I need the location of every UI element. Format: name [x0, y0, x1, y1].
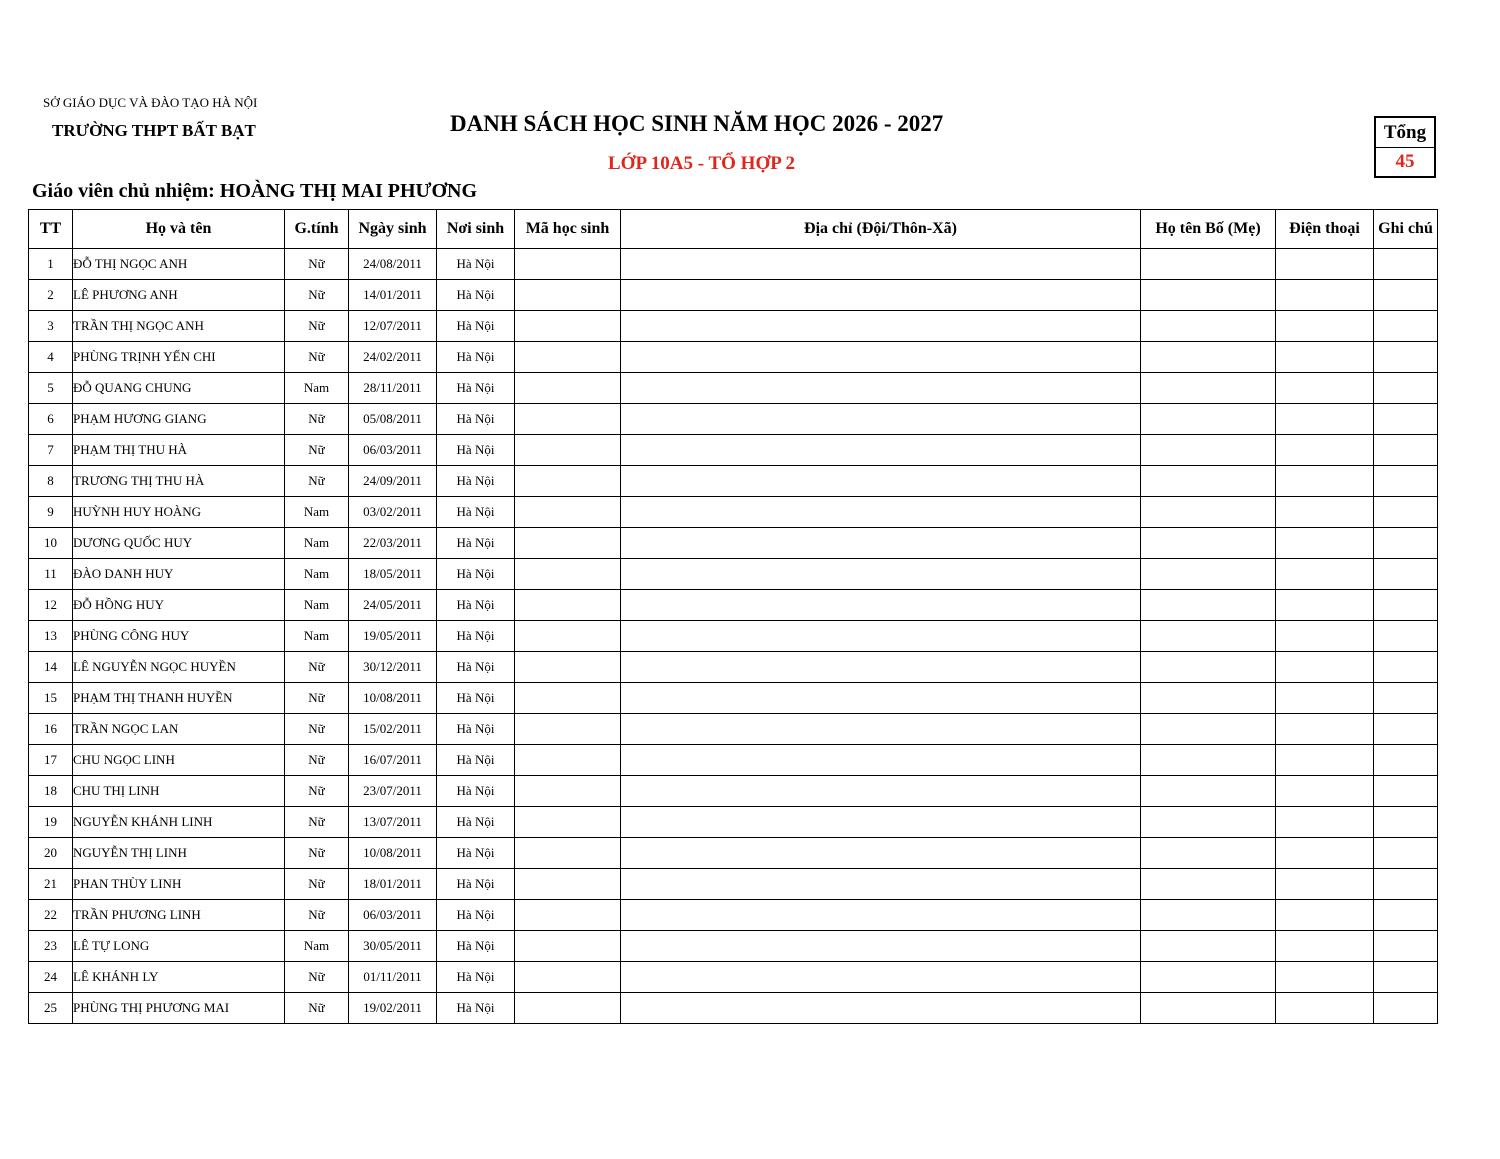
parent-name-cell: [1141, 621, 1276, 652]
note-cell: [1374, 869, 1438, 900]
student-gender: Nam: [285, 590, 349, 621]
table-row: [29, 280, 1438, 311]
student-name: TRẦN NGỌC LAN: [73, 714, 285, 745]
address-cell: [621, 249, 1141, 280]
student-gender: Nam: [285, 373, 349, 404]
student-id-cell: [515, 962, 621, 993]
student-id-cell: [515, 621, 621, 652]
row-number: 2: [29, 280, 73, 311]
note-cell: [1374, 652, 1438, 683]
table-row: [29, 311, 1438, 342]
table-row: [29, 869, 1438, 900]
student-dob: 28/11/2011: [349, 373, 437, 404]
column-header-student-id: Mã học sinh: [515, 210, 621, 249]
table-row: [29, 776, 1438, 807]
parent-name-cell: [1141, 249, 1276, 280]
student-birthplace: Hà Nội: [437, 404, 515, 435]
note-cell: [1374, 993, 1438, 1024]
table-row: [29, 993, 1438, 1024]
column-header-name: Họ và tên: [73, 210, 285, 249]
student-gender: Nữ: [285, 311, 349, 342]
row-number: 19: [29, 807, 73, 838]
student-birthplace: Hà Nội: [437, 621, 515, 652]
student-dob: 23/07/2011: [349, 776, 437, 807]
student-id-cell: [515, 590, 621, 621]
column-header-tt: TT: [29, 210, 73, 249]
note-cell: [1374, 962, 1438, 993]
note-cell: [1374, 776, 1438, 807]
student-gender: Nữ: [285, 838, 349, 869]
row-number: 1: [29, 249, 73, 280]
student-dob: 01/11/2011: [349, 962, 437, 993]
parent-name-cell: [1141, 280, 1276, 311]
row-number: 3: [29, 311, 73, 342]
table-row: [29, 466, 1438, 497]
address-cell: [621, 528, 1141, 559]
parent-name-cell: [1141, 900, 1276, 931]
student-dob: 13/07/2011: [349, 807, 437, 838]
student-birthplace: Hà Nội: [437, 993, 515, 1024]
student-name: PHAN THÙY LINH: [73, 869, 285, 900]
student-gender: Nữ: [285, 683, 349, 714]
note-cell: [1374, 931, 1438, 962]
parent-name-cell: [1141, 962, 1276, 993]
parent-name-cell: [1141, 869, 1276, 900]
student-birthplace: Hà Nội: [437, 714, 515, 745]
phone-cell: [1276, 869, 1374, 900]
address-cell: [621, 311, 1141, 342]
teacher-name: HOÀNG THỊ MAI PHƯƠNG: [219, 180, 478, 202]
student-id-cell: [515, 404, 621, 435]
column-header-phone: Điện thoại: [1276, 210, 1374, 249]
student-name: CHU NGỌC LINH: [73, 745, 285, 776]
row-number: 5: [29, 373, 73, 404]
teacher-label: Giáo viên chủ nhiệm:: [32, 180, 215, 202]
phone-cell: [1276, 931, 1374, 962]
student-birthplace: Hà Nội: [437, 962, 515, 993]
student-dob: 18/01/2011: [349, 869, 437, 900]
column-header-note: Ghi chú: [1374, 210, 1438, 249]
student-id-cell: [515, 652, 621, 683]
note-cell: [1374, 497, 1438, 528]
table-row: [29, 807, 1438, 838]
row-number: 14: [29, 652, 73, 683]
student-dob: 18/05/2011: [349, 559, 437, 590]
phone-cell: [1276, 838, 1374, 869]
phone-cell: [1276, 807, 1374, 838]
student-gender: Nữ: [285, 404, 349, 435]
student-name: ĐỖ QUANG CHUNG: [73, 373, 285, 404]
student-name: PHẠM THỊ THU HÀ: [73, 435, 285, 466]
student-id-cell: [515, 807, 621, 838]
student-id-cell: [515, 466, 621, 497]
table-row: [29, 528, 1438, 559]
phone-cell: [1276, 776, 1374, 807]
parent-name-cell: [1141, 311, 1276, 342]
student-name: CHU THỊ LINH: [73, 776, 285, 807]
phone-cell: [1276, 373, 1374, 404]
table-row: [29, 342, 1438, 373]
note-cell: [1374, 466, 1438, 497]
column-header-gender: G.tính: [285, 210, 349, 249]
table-row: [29, 745, 1438, 776]
student-dob: 24/02/2011: [349, 342, 437, 373]
note-cell: [1374, 559, 1438, 590]
parent-name-cell: [1141, 838, 1276, 869]
student-birthplace: Hà Nội: [437, 590, 515, 621]
student-dob: 30/12/2011: [349, 652, 437, 683]
note-cell: [1374, 807, 1438, 838]
student-gender: Nữ: [285, 962, 349, 993]
student-birthplace: Hà Nội: [437, 683, 515, 714]
student-birthplace: Hà Nội: [437, 931, 515, 962]
table-row: [29, 249, 1438, 280]
student-birthplace: Hà Nội: [437, 652, 515, 683]
row-number: 22: [29, 900, 73, 931]
student-gender: Nam: [285, 528, 349, 559]
student-dob: 06/03/2011: [349, 435, 437, 466]
phone-cell: [1276, 900, 1374, 931]
student-name: PHÙNG THỊ PHƯƠNG MAI: [73, 993, 285, 1024]
student-name: NGUYỄN KHÁNH LINH: [73, 807, 285, 838]
student-birthplace: Hà Nội: [437, 528, 515, 559]
student-birthplace: Hà Nội: [437, 745, 515, 776]
student-id-cell: [515, 900, 621, 931]
row-number: 21: [29, 869, 73, 900]
table-row: [29, 652, 1438, 683]
student-name: ĐỖ THỊ NGỌC ANH: [73, 249, 285, 280]
note-cell: [1374, 714, 1438, 745]
class-subtitle: LỚP 10A5 - TỔ HỢP 2: [608, 153, 796, 174]
table-row: [29, 590, 1438, 621]
phone-cell: [1276, 621, 1374, 652]
address-cell: [621, 776, 1141, 807]
student-birthplace: Hà Nội: [437, 776, 515, 807]
student-dob: 16/07/2011: [349, 745, 437, 776]
table-row: [29, 404, 1438, 435]
student-id-cell: [515, 311, 621, 342]
student-dob: 06/03/2011: [349, 900, 437, 931]
table-row: [29, 714, 1438, 745]
address-cell: [621, 900, 1141, 931]
address-cell: [621, 497, 1141, 528]
student-name: LÊ NGUYỄN NGỌC HUYỀN: [73, 652, 285, 683]
phone-cell: [1276, 435, 1374, 466]
address-cell: [621, 993, 1141, 1024]
address-cell: [621, 621, 1141, 652]
parent-name-cell: [1141, 652, 1276, 683]
student-id-cell: [515, 497, 621, 528]
student-dob: 10/08/2011: [349, 838, 437, 869]
student-gender: Nữ: [285, 745, 349, 776]
student-dob: 19/02/2011: [349, 993, 437, 1024]
parent-name-cell: [1141, 807, 1276, 838]
address-cell: [621, 745, 1141, 776]
address-cell: [621, 404, 1141, 435]
table-row: [29, 838, 1438, 869]
student-id-cell: [515, 745, 621, 776]
student-gender: Nam: [285, 559, 349, 590]
phone-cell: [1276, 962, 1374, 993]
note-cell: [1374, 838, 1438, 869]
student-dob: 10/08/2011: [349, 683, 437, 714]
student-birthplace: Hà Nội: [437, 869, 515, 900]
total-value: 45: [1395, 151, 1415, 172]
row-number: 9: [29, 497, 73, 528]
parent-name-cell: [1141, 342, 1276, 373]
parent-name-cell: [1141, 745, 1276, 776]
phone-cell: [1276, 559, 1374, 590]
student-birthplace: Hà Nội: [437, 249, 515, 280]
student-dob: 19/05/2011: [349, 621, 437, 652]
phone-cell: [1276, 993, 1374, 1024]
parent-name-cell: [1141, 435, 1276, 466]
student-birthplace: Hà Nội: [437, 373, 515, 404]
student-gender: Nữ: [285, 776, 349, 807]
phone-cell: [1276, 497, 1374, 528]
total-box: [1374, 116, 1436, 178]
parent-name-cell: [1141, 497, 1276, 528]
student-table: [28, 209, 1438, 1024]
phone-cell: [1276, 404, 1374, 435]
table-row: [29, 435, 1438, 466]
student-id-cell: [515, 249, 621, 280]
note-cell: [1374, 900, 1438, 931]
student-name: LÊ PHƯƠNG ANH: [73, 280, 285, 311]
student-id-cell: [515, 869, 621, 900]
column-header-birthplace: Nơi sinh: [437, 210, 515, 249]
address-cell: [621, 590, 1141, 621]
phone-cell: [1276, 745, 1374, 776]
table-body: [29, 249, 1438, 1024]
phone-cell: [1276, 249, 1374, 280]
student-id-cell: [515, 435, 621, 466]
student-id-cell: [515, 342, 621, 373]
address-cell: [621, 683, 1141, 714]
row-number: 20: [29, 838, 73, 869]
phone-cell: [1276, 683, 1374, 714]
student-gender: Nam: [285, 621, 349, 652]
note-cell: [1374, 590, 1438, 621]
table-row: [29, 621, 1438, 652]
student-name: LÊ TỰ LONG: [73, 931, 285, 962]
student-name: LÊ KHÁNH LY: [73, 962, 285, 993]
student-id-cell: [515, 776, 621, 807]
phone-cell: [1276, 466, 1374, 497]
student-id-cell: [515, 714, 621, 745]
table-row: [29, 931, 1438, 962]
phone-cell: [1276, 342, 1374, 373]
address-cell: [621, 869, 1141, 900]
student-gender: Nữ: [285, 900, 349, 931]
parent-name-cell: [1141, 776, 1276, 807]
note-cell: [1374, 683, 1438, 714]
student-gender: Nữ: [285, 993, 349, 1024]
student-dob: 24/08/2011: [349, 249, 437, 280]
table-header-row: [29, 210, 1438, 249]
row-number: 7: [29, 435, 73, 466]
row-number: 8: [29, 466, 73, 497]
parent-name-cell: [1141, 404, 1276, 435]
parent-name-cell: [1141, 466, 1276, 497]
phone-cell: [1276, 590, 1374, 621]
address-cell: [621, 807, 1141, 838]
student-name: ĐÀO DANH HUY: [73, 559, 285, 590]
student-name: PHÙNG TRỊNH YẾN CHI: [73, 342, 285, 373]
row-number: 13: [29, 621, 73, 652]
row-number: 17: [29, 745, 73, 776]
school-name: TRƯỜNG THPT BẤT BẠT: [52, 121, 256, 140]
address-cell: [621, 714, 1141, 745]
column-header-dob: Ngày sinh: [349, 210, 437, 249]
address-cell: [621, 280, 1141, 311]
student-birthplace: Hà Nội: [437, 900, 515, 931]
student-id-cell: [515, 838, 621, 869]
address-cell: [621, 373, 1141, 404]
row-number: 16: [29, 714, 73, 745]
row-number: 10: [29, 528, 73, 559]
address-cell: [621, 435, 1141, 466]
row-number: 11: [29, 559, 73, 590]
student-name: TRẦN PHƯƠNG LINH: [73, 900, 285, 931]
table-row: [29, 497, 1438, 528]
homeroom-teacher: [32, 180, 477, 203]
student-birthplace: Hà Nội: [437, 311, 515, 342]
column-header-address: Địa chỉ (Đội/Thôn-Xã): [621, 210, 1141, 249]
address-cell: [621, 838, 1141, 869]
phone-cell: [1276, 528, 1374, 559]
student-id-cell: [515, 280, 621, 311]
student-gender: Nữ: [285, 342, 349, 373]
student-birthplace: Hà Nội: [437, 497, 515, 528]
address-cell: [621, 962, 1141, 993]
parent-name-cell: [1141, 683, 1276, 714]
student-dob: 22/03/2011: [349, 528, 437, 559]
table-row: [29, 683, 1438, 714]
student-gender: Nam: [285, 931, 349, 962]
student-dob: 14/01/2011: [349, 280, 437, 311]
phone-cell: [1276, 311, 1374, 342]
student-name: PHẠM THỊ THANH HUYỀN: [73, 683, 285, 714]
address-cell: [621, 931, 1141, 962]
parent-name-cell: [1141, 714, 1276, 745]
student-birthplace: Hà Nội: [437, 342, 515, 373]
student-dob: 15/02/2011: [349, 714, 437, 745]
note-cell: [1374, 342, 1438, 373]
student-gender: Nữ: [285, 435, 349, 466]
note-cell: [1374, 435, 1438, 466]
student-gender: Nữ: [285, 869, 349, 900]
student-birthplace: Hà Nội: [437, 435, 515, 466]
department-name: SỞ GIÁO DỤC VÀ ĐÀO TẠO HÀ NỘI: [43, 95, 258, 110]
student-birthplace: Hà Nội: [437, 838, 515, 869]
parent-name-cell: [1141, 373, 1276, 404]
student-gender: Nam: [285, 497, 349, 528]
address-cell: [621, 652, 1141, 683]
student-dob: 03/02/2011: [349, 497, 437, 528]
student-dob: 24/09/2011: [349, 466, 437, 497]
parent-name-cell: [1141, 590, 1276, 621]
student-id-cell: [515, 993, 621, 1024]
student-name: DƯƠNG QUỐC HUY: [73, 528, 285, 559]
row-number: 18: [29, 776, 73, 807]
student-gender: Nữ: [285, 714, 349, 745]
parent-name-cell: [1141, 993, 1276, 1024]
student-gender: Nữ: [285, 807, 349, 838]
row-number: 24: [29, 962, 73, 993]
address-cell: [621, 466, 1141, 497]
table-row: [29, 373, 1438, 404]
note-cell: [1374, 404, 1438, 435]
phone-cell: [1276, 652, 1374, 683]
address-cell: [621, 559, 1141, 590]
student-gender: Nữ: [285, 249, 349, 280]
note-cell: [1374, 280, 1438, 311]
student-gender: Nữ: [285, 280, 349, 311]
student-birthplace: Hà Nội: [437, 280, 515, 311]
table-row: [29, 559, 1438, 590]
student-birthplace: Hà Nội: [437, 807, 515, 838]
student-id-cell: [515, 931, 621, 962]
table-row: [29, 900, 1438, 931]
student-birthplace: Hà Nội: [437, 559, 515, 590]
note-cell: [1374, 745, 1438, 776]
row-number: 25: [29, 993, 73, 1024]
table-row: [29, 962, 1438, 993]
student-id-cell: [515, 559, 621, 590]
row-number: 12: [29, 590, 73, 621]
note-cell: [1374, 528, 1438, 559]
student-id-cell: [515, 528, 621, 559]
student-name: TRẦN THỊ NGỌC ANH: [73, 311, 285, 342]
student-id-cell: [515, 373, 621, 404]
student-dob: 24/05/2011: [349, 590, 437, 621]
row-number: 4: [29, 342, 73, 373]
note-cell: [1374, 311, 1438, 342]
note-cell: [1374, 373, 1438, 404]
row-number: 15: [29, 683, 73, 714]
document-title: DANH SÁCH HỌC SINH NĂM HỌC 2026 - 2027: [450, 111, 944, 136]
phone-cell: [1276, 714, 1374, 745]
student-gender: Nữ: [285, 652, 349, 683]
student-dob: 12/07/2011: [349, 311, 437, 342]
student-birthplace: Hà Nội: [437, 466, 515, 497]
student-name: ĐỖ HỒNG HUY: [73, 590, 285, 621]
note-cell: [1374, 621, 1438, 652]
student-dob: 30/05/2011: [349, 931, 437, 962]
student-dob: 05/08/2011: [349, 404, 437, 435]
total-label: Tổng: [1376, 118, 1434, 148]
student-name: PHÙNG CÔNG HUY: [73, 621, 285, 652]
parent-name-cell: [1141, 931, 1276, 962]
note-cell: [1374, 249, 1438, 280]
address-cell: [621, 342, 1141, 373]
column-header-parent: Họ tên Bố (Mẹ): [1141, 210, 1276, 249]
student-name: PHẠM HƯƠNG GIANG: [73, 404, 285, 435]
parent-name-cell: [1141, 528, 1276, 559]
student-name: TRƯƠNG THỊ THU HÀ: [73, 466, 285, 497]
student-id-cell: [515, 683, 621, 714]
row-number: 6: [29, 404, 73, 435]
phone-cell: [1276, 280, 1374, 311]
parent-name-cell: [1141, 559, 1276, 590]
student-name: HUỲNH HUY HOÀNG: [73, 497, 285, 528]
student-gender: Nữ: [285, 466, 349, 497]
row-number: 23: [29, 931, 73, 962]
student-name: NGUYỄN THỊ LINH: [73, 838, 285, 869]
